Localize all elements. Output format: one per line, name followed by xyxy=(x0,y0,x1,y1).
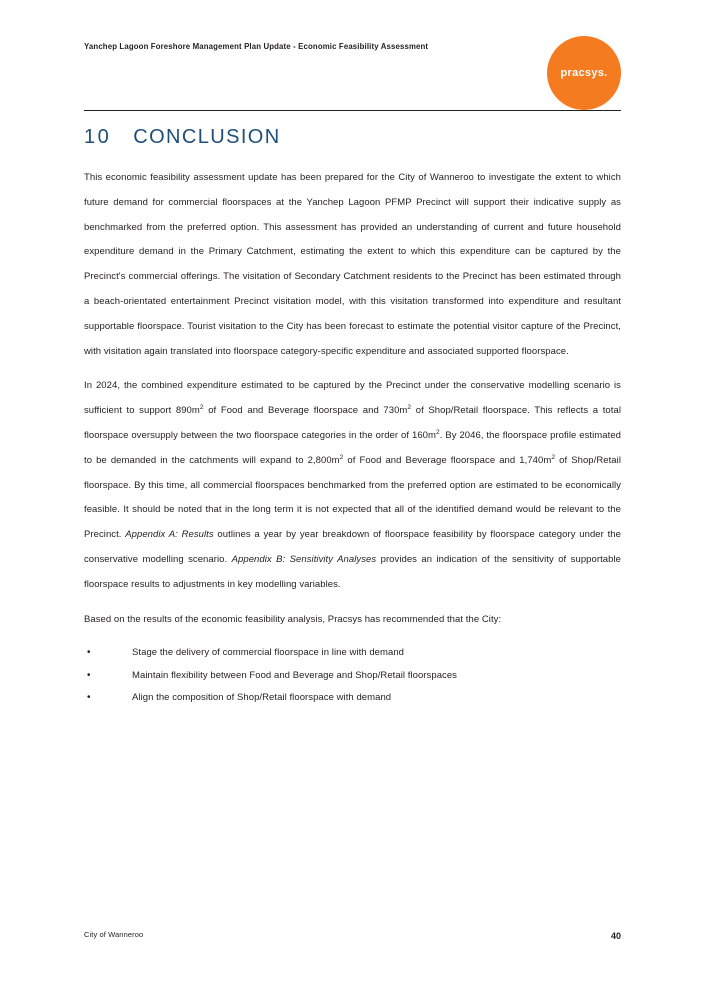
header-divider xyxy=(84,110,621,111)
footer-organisation: City of Wanneroo xyxy=(84,930,144,939)
body-content xyxy=(84,166,621,710)
page-header xyxy=(84,36,621,111)
pracsys-logo xyxy=(547,36,621,110)
list-item xyxy=(84,687,621,710)
paragraph-3: Based on the results of the economic feasibility analysis, Pracsys has recommended that the City: xyxy=(84,613,502,625)
p2-text-g: outlines a year by year breakdown of floorspace feasibility by floorspace category under the conservative modelling scenario. xyxy=(84,529,621,565)
p2-superscript-5: 2 xyxy=(551,453,556,461)
p2-text-d: . By 2046, the floorspace profile estimated to be demanded in the catchments will expand to 2,800m xyxy=(84,429,622,466)
p2-superscript-3: 2 xyxy=(435,428,440,436)
section-number: 10 xyxy=(84,126,112,148)
list-item-label: Maintain flexibility between Food and Beverage and Shop/Retail floorspaces xyxy=(132,669,457,681)
recommendations-list xyxy=(84,642,621,710)
p2-text-e: of Food and Beverage floorspace and 1,740m xyxy=(343,454,552,466)
p2-text-h: provides an indication of the sensitivity of supportable floorspace results to adjustments in key modelling variables. xyxy=(84,553,621,590)
section-heading xyxy=(84,126,621,149)
p2-text-f: of Shop/Retail floorspace. By this time, all commercial floorspaces benchmarked from the preferred option are estimated to be economically feasible. It should be noted that in the long term it is not expected that all of the identified demand would be relevant to the Precinct. xyxy=(84,454,621,541)
bullet-icon: • xyxy=(87,669,91,681)
list-item xyxy=(84,642,621,665)
logo-wordmark: pracsys. xyxy=(560,67,608,79)
p2-superscript-1: 2 xyxy=(199,404,204,412)
bullet-icon: • xyxy=(87,647,91,659)
p2-text-a: In 2024, the combined expenditure estimated to be captured by the Precinct under the conservative modelling scenario is sufficient to support 890m xyxy=(84,380,621,417)
paragraph-1: This economic feasibility assessment update has been prepared for the City of Wanneroo to investigate the extent to which future demand for commercial floorspaces at the Yanchep Lagoon PFMP Precinct will support their indicative supply as benchmarked from the preferred option. This assessment has provided an understanding of current and future household expenditure demand in the Primary Catchment, estimating the extent to which this expenditure can be captured by the Precinct's commercial offerings. The visitation of Secondary Catchment residents to the Precinct has been estimated through a beach-orientated entertainment Precinct visitation model, with this visitation transformed into expenditure and resultant supportable floorspace. Tourist visitation to the City has been forecast to estimate the potential visitor capture of the Precinct, with visitation again translated into floorspace category-specific expenditure and associated supported floorspace. xyxy=(84,172,621,357)
p2-superscript-4: 2 xyxy=(339,453,344,461)
p2-text-b: of Food and Beverage floorspace and 730m xyxy=(203,405,408,417)
paragraph-2 xyxy=(84,374,621,597)
page-title: CONCLUSION xyxy=(133,126,281,148)
running-header-title: Yanchep Lagoon Foreshore Management Plan Update - Economic Feasibility Assessment xyxy=(84,42,429,51)
footer-page-number: 40 xyxy=(610,931,621,941)
list-item xyxy=(84,665,621,688)
appendix-b-reference: Appendix B: Sensitivity Analyses xyxy=(231,553,377,565)
list-item-label: Align the composition of Shop/Retail floorspace with demand xyxy=(132,692,392,704)
p2-text-c: of Shop/Retail floorspace. This reflects a total floorspace oversupply between the two floorspace categories in the order of 160m xyxy=(84,405,621,441)
p2-superscript-2: 2 xyxy=(407,404,412,412)
appendix-a-reference: Appendix A: Results xyxy=(125,529,214,541)
bullet-icon: • xyxy=(87,692,91,704)
list-item-label: Stage the delivery of commercial floorspace in line with demand xyxy=(132,647,405,659)
